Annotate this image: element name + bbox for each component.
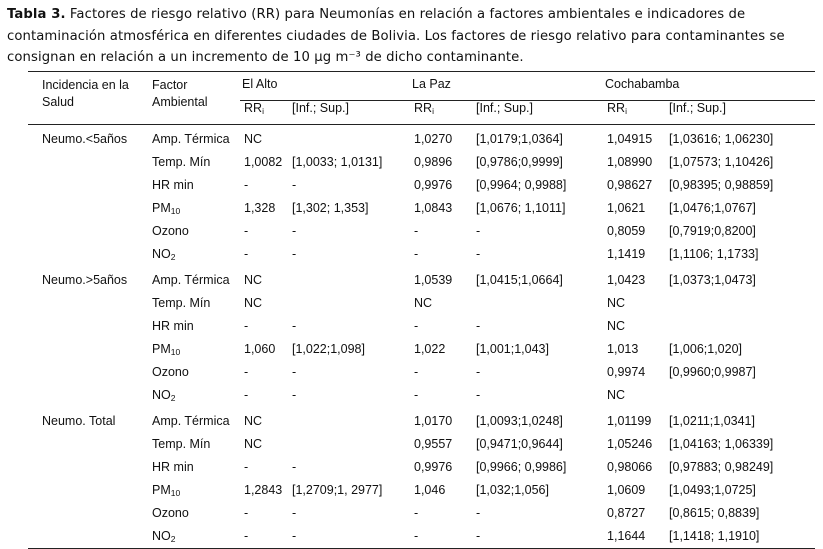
factor-label: Temp. Mín [152,437,211,451]
group-label [28,338,138,361]
group-label: Neumo.<5años [42,132,128,146]
risk-factor-table [28,71,815,549]
factor-label: Ozono [152,224,189,238]
ci-value: - [476,525,603,549]
rr-value: 1,1644 [603,525,669,549]
table-row [28,479,815,502]
ci-value: [1,0033; 1,0131] [292,155,383,169]
ci-value: [0,9471;0,9644] [476,437,563,451]
rr-value: 1,08990 [607,155,653,169]
rr-value: 1,0423 [607,273,646,287]
ci-value: [1,07573; 1,10426] [669,155,774,169]
ci-value: [1,2709;1, 2977] [292,483,383,497]
ci-value: [1,0211;1,0341] [669,414,755,428]
ci-value: - [476,506,481,520]
rr-value: 1,04915 [607,132,653,146]
ci-value: [0,9966; 0,9986] [476,460,567,474]
rr-value: 1,1419 [607,247,646,261]
rr-value: - [414,319,419,333]
ci-value: [1,1106; 1,1733] [669,247,759,261]
rr-value: - [244,224,249,238]
header-city-cochabamba: Cochabamba [603,72,815,101]
header-ci-cochabamba: [Inf.; Sup.] [669,101,815,125]
rr-value: 0,9976 [414,460,453,474]
rr-value: 1,0843 [414,201,453,215]
group-label [28,151,138,174]
header-rr-el-alto: $RR_i$ [240,101,292,125]
rr-value: - [240,525,292,549]
factor-label: $PM_{10}$ [152,483,181,498]
header-ci-la-paz: [Inf.; Sup.] [476,101,603,125]
rr-value: NC [244,132,263,146]
rr-value: 0,9896 [414,155,453,169]
ci-value: - [292,247,297,261]
ci-value: [1,0493;1,0725] [669,483,756,497]
ci-value: [1,001;1,043] [476,342,549,356]
table-row [28,197,815,220]
table-row [28,525,815,549]
rr-value: 1,01199 [607,414,652,428]
table-row [28,338,815,361]
factor-label: $PM_{10}$ [152,342,181,357]
factor-label: Amp. Térmica [152,132,230,146]
ci-value: [0,9786;0,9999] [476,155,563,169]
rr-value: 1,022 [414,342,446,356]
table-caption [7,4,819,69]
ci-value: [1,04163; 1,06339] [669,437,774,451]
rr-value: 0,8059 [607,224,646,238]
ci-value: - [292,460,297,474]
factor-label: $NO_2$ [138,525,240,549]
table-row [28,433,815,456]
table-row [28,243,815,266]
factor-label: $PM_{10}$ [152,201,181,216]
group-label [28,384,138,407]
rr-value: NC [244,414,263,428]
table-row [28,266,815,292]
rr-value: NC [607,388,626,402]
rr-value: - [244,460,249,474]
factor-label: $NO_2$ [152,247,176,262]
header-ci-el-alto: [Inf.; Sup.] [292,101,410,125]
rr-value: 1,0539 [414,273,453,287]
group-label [28,456,138,479]
ci-value: [0,8615; 0,8839] [669,506,760,520]
rr-value: 1,0609 [607,483,646,497]
ci-value: - [292,178,297,192]
factor-label: HR min [152,178,194,192]
factor-label: HR min [152,319,194,333]
rr-value: - [244,319,249,333]
rr-value: - [414,365,419,379]
group-label [28,220,138,243]
ci-value [669,315,815,338]
rr-value: - [414,388,419,402]
ci-value: [1,032;1,056] [476,483,549,497]
ci-value: - [292,365,297,379]
rr-value: 0,98627 [607,178,653,192]
table-row [28,292,815,315]
ci-value [292,292,410,315]
rr-value: - [414,506,419,520]
factor-label: Amp. Térmica [152,414,230,428]
ci-value [669,292,815,315]
rr-value: 1,046 [414,483,446,497]
header-city-la-paz: La Paz [410,72,603,101]
ci-value: [1,0676; 1,1011] [476,201,566,215]
table-row [28,361,815,384]
ci-value [292,433,410,456]
header-rr-la-paz: $RR_i$ [410,101,476,125]
ci-value: [0,9960;0,9987] [669,365,756,379]
ci-value: [1,0373;1,0473] [669,273,756,287]
rr-value: 0,9974 [607,365,646,379]
ci-value: - [292,388,297,402]
rr-value: 1,013 [607,342,639,356]
ci-value [476,292,603,315]
factor-label: Amp. Térmica [152,273,230,287]
ci-value: [1,302; 1,353] [292,201,369,215]
factor-label: Ozono [152,506,189,520]
table-row [28,407,815,433]
ci-value: [1,0093;1,0248] [476,414,563,428]
rr-value: - [244,178,249,192]
ci-value: - [476,247,481,261]
rr-value: NC [244,273,263,287]
group-label: Neumo.>5años [42,273,128,287]
header-incidence: Incidencia en la Salud [28,72,138,125]
rr-value: - [414,224,419,238]
ci-value: [1,03616; 1,06230] [669,132,774,146]
ci-value: [0,98395; 0,98859] [669,178,774,192]
rr-value: NC [414,296,433,310]
ci-value: [1,1418; 1,1910] [669,525,815,549]
group-label [28,315,138,338]
ci-value: [0,97883; 0,98249] [669,460,774,474]
factor-label: $NO_2$ [152,388,176,403]
rr-value: 0,8727 [607,506,646,520]
ci-value [292,125,410,152]
ci-value: [1,022;1,098] [292,342,365,356]
header-city-el-alto: El Alto [240,72,410,101]
group-label [28,197,138,220]
table-row [28,151,815,174]
header-factor: Factor Ambiental [138,72,240,125]
ci-value: - [476,224,481,238]
table-row [28,502,815,525]
table-row [28,384,815,407]
table-row [28,125,815,152]
rr-value: 0,98066 [607,460,653,474]
rr-value: 1,328 [244,201,276,215]
rr-value: - [244,247,249,261]
rr-value: NC [244,296,263,310]
ci-value [292,407,410,433]
rr-value: - [244,388,249,402]
rr-value: NC [607,319,626,333]
rr-value: 1,0621 [607,201,646,215]
rr-value: 1,2843 [244,483,283,497]
ci-value: [1,0415;1,0664] [476,273,563,287]
factor-label: Ozono [152,365,189,379]
group-label [28,361,138,384]
rr-value: NC [607,296,626,310]
ci-value: - [476,388,481,402]
table-body [28,125,815,549]
rr-value: 1,0270 [414,132,453,146]
rr-value: 1,0170 [414,414,453,428]
ci-value: - [292,506,297,520]
rr-value: - [244,365,249,379]
ci-value [669,384,815,407]
table-row [28,456,815,479]
ci-value: [1,006;1,020] [669,342,742,356]
ci-value: - [476,365,481,379]
ci-value [292,266,410,292]
rr-value: 1,05246 [607,437,653,451]
ci-value: [1,0179;1,0364] [476,132,563,146]
rr-value: 0,9976 [414,178,453,192]
rr-value: NC [244,437,263,451]
group-label [28,433,138,456]
rr-value: - [244,506,249,520]
rr-value: - [414,247,419,261]
ci-value: - [292,224,297,238]
factor-label: Temp. Mín [152,155,211,169]
group-label [28,243,138,266]
factor-label: Temp. Mín [152,296,211,310]
ci-value: - [292,525,410,549]
table-row [28,220,815,243]
group-label [28,525,138,549]
ci-value: [0,7919;0,8200] [669,224,756,238]
ci-value: - [476,319,481,333]
group-label [28,174,138,197]
group-label [28,479,138,502]
ci-value: [0,9964; 0,9988] [476,178,567,192]
table-row [28,174,815,197]
caption-text: Factores de riesgo relativo (RR) para Neumonías en relación a factores ambientales e indicadores de contaminación atmosférica en diferentes ciudades de Bolivia. Los factores de riesgo relativo para contaminantes se consignan en relación a un incremento de 10 µg m⁻³ de dicho contaminante. [7,7,785,65]
group-label [28,502,138,525]
ci-value: [1,0476;1,0767] [669,201,756,215]
factor-label: HR min [152,460,194,474]
caption-label: Tabla 3. [7,7,66,22]
group-label [28,292,138,315]
rr-value: 1,0082 [244,155,283,169]
ci-value: - [292,319,297,333]
rr-value: 1,060 [244,342,276,356]
header-rr-cochabamba: $RR_i$ [603,101,669,125]
rr-value: 0,9557 [414,437,453,451]
rr-value: - [410,525,476,549]
table-row [28,315,815,338]
group-label: Neumo. Total [42,414,116,428]
